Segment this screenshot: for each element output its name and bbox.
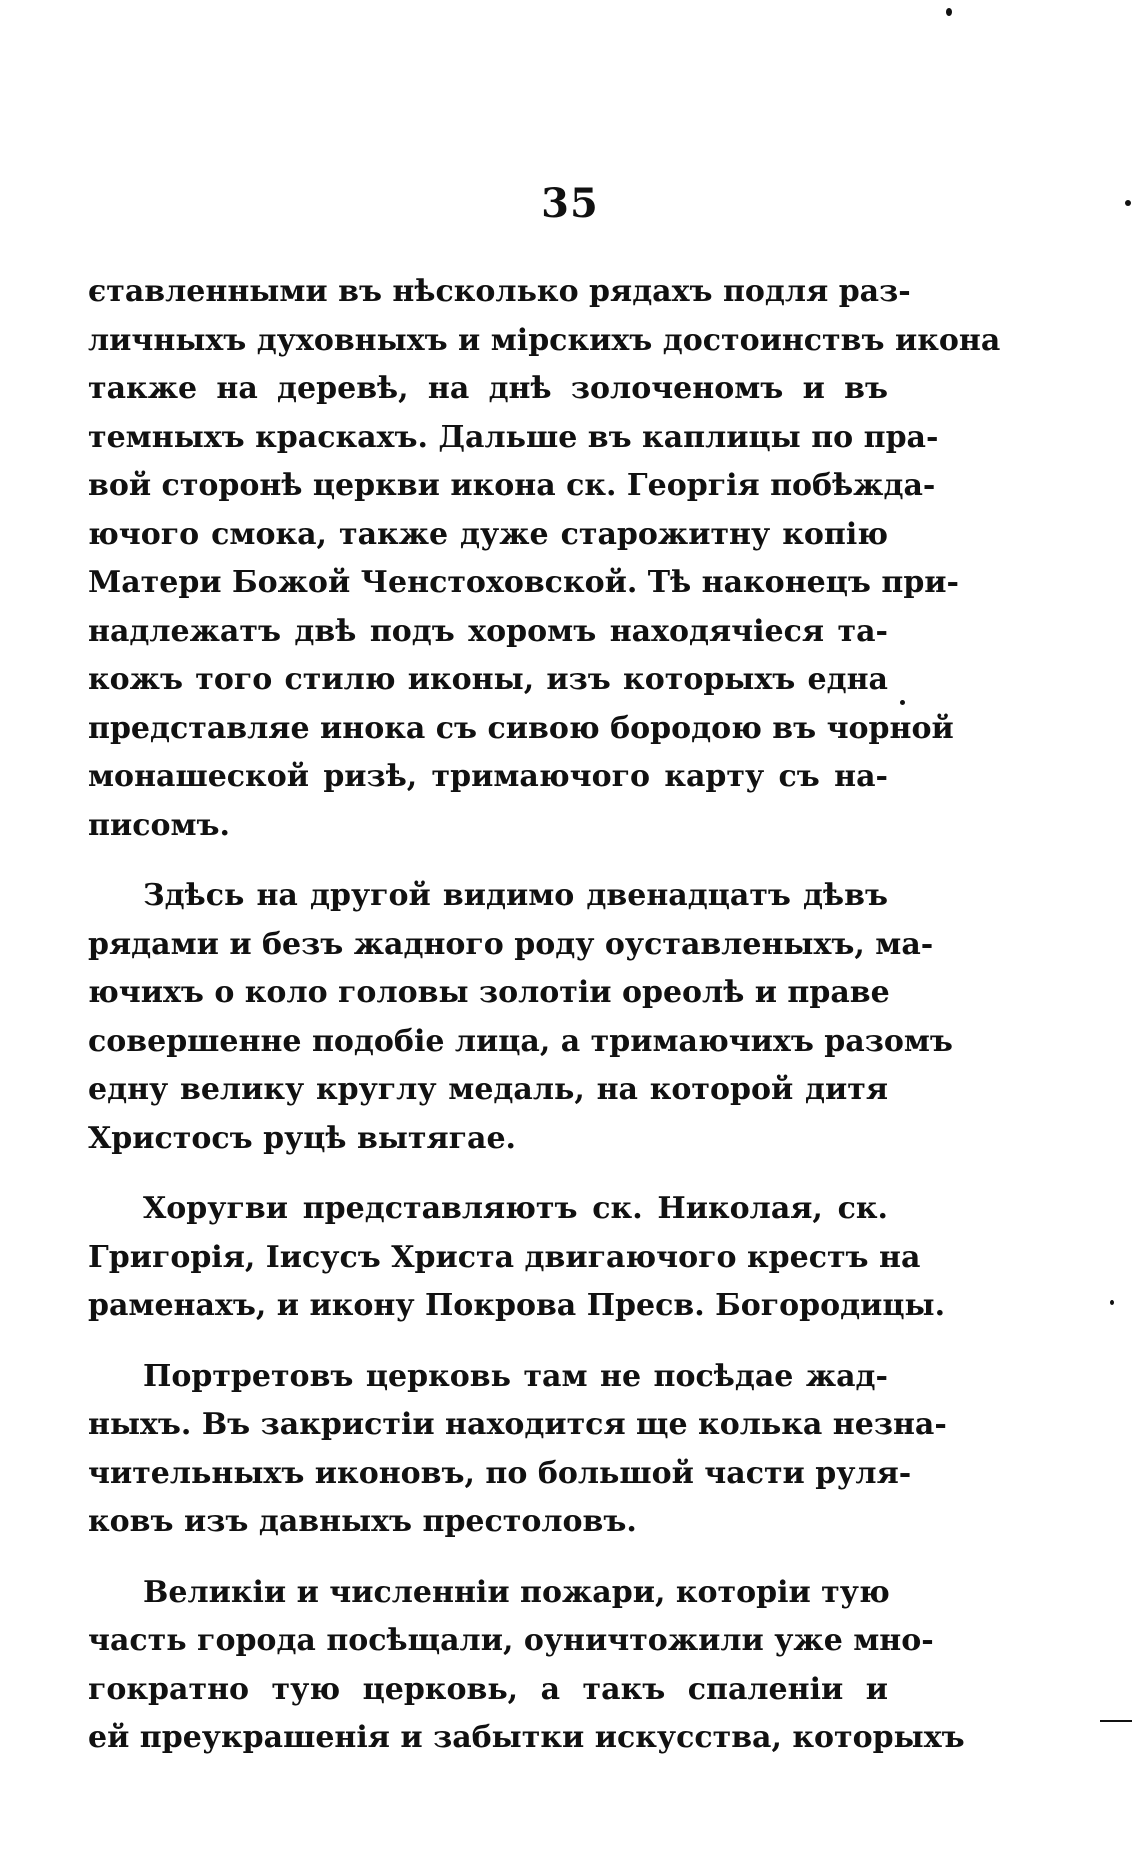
text-line: гократно тую церковь, а такъ спаленіи и: [88, 1671, 888, 1707]
text-line: ей преукрашенія и забытки искусства, которыхъ: [88, 1720, 965, 1755]
text-line: личныхъ духовныхъ и мірскихъ достоинствъ икона: [88, 322, 1001, 358]
text-line: ныхъ. Въ закристіи находится ще колька незна-: [88, 1407, 947, 1442]
scan-speck: [900, 700, 905, 705]
text-line: также на деревѣ, на днѣ золоченомъ и въ: [88, 371, 888, 406]
paragraph: [88, 1569, 965, 1763]
text-line: кожъ того стилю иконы, изъ которыхъ една: [88, 662, 888, 697]
text-line: Христосъ руцѣ вытягае.: [88, 1120, 516, 1156]
scan-edge-mark: [1100, 1720, 1132, 1722]
page-number: 35: [541, 180, 599, 227]
text-line: темныхъ краскахъ. Дальше въ каплицы по пра-: [88, 419, 939, 455]
scan-speck: [1110, 1300, 1114, 1305]
text-line: часть города посѣщали, оуничтожили уже мно-: [88, 1623, 934, 1658]
text-line: ковъ изъ давныхъ престоловъ.: [88, 1504, 637, 1539]
text-line: рядами и безъ жадного роду оуставленыхъ, ма-: [88, 926, 934, 962]
text-line: Григорія, Іисусъ Христа двигаючого крестъ на: [88, 1239, 921, 1275]
text-line: вой сторонѣ церкви икона ск. Георгія побѣжда-: [88, 468, 936, 503]
text-line: раменахъ, и икону Покрова Пресв. Богородицы.: [88, 1288, 946, 1323]
text-line: едну велику круглу медаль, на которой дитя: [88, 1072, 888, 1107]
paragraph: [88, 268, 1001, 850]
scan-speck: [1125, 200, 1131, 206]
text-line: ючого смока, также дуже старожитну копію: [88, 516, 888, 552]
text-line: Великіи и численніи пожари, которіи тую: [143, 1574, 890, 1610]
paragraph: [88, 1185, 946, 1331]
text-line: писомъ.: [88, 807, 231, 843]
text-line: монашеской ризѣ, тримаючого карту съ на-: [88, 759, 888, 794]
text-line: представляе инока съ сивою бородою въ чорной: [88, 710, 954, 746]
text-line: єтавленными въ нѣсколько рядахъ подля раз-: [88, 274, 911, 309]
text-line: Портретовъ церковь там не посѣдае жад-: [143, 1358, 888, 1394]
text-line: чительныхъ иконовъ, по большой части руля-: [88, 1455, 912, 1491]
text-line: Матери Божой Ченстоховской. Тѣ наконецъ при-: [88, 565, 959, 600]
paragraph: [88, 1353, 947, 1547]
text-line: ючихъ о коло головы золотіи ореолѣ и праве: [88, 975, 890, 1010]
scan-speck: [946, 8, 952, 16]
text-line: надлежатъ двѣ подъ хоромъ находячіеся та-: [88, 613, 888, 649]
body-text: [88, 268, 1001, 1763]
text-line: совершенне подобіе лица, а тримаючихъ разомъ: [88, 1023, 953, 1059]
text-line: Хоругви представляютъ ск. Николая, ск.: [143, 1191, 888, 1226]
text-line: Здѣсь на другой видимо двенадцатъ дѣвъ: [143, 878, 888, 913]
paragraph: [88, 872, 953, 1163]
